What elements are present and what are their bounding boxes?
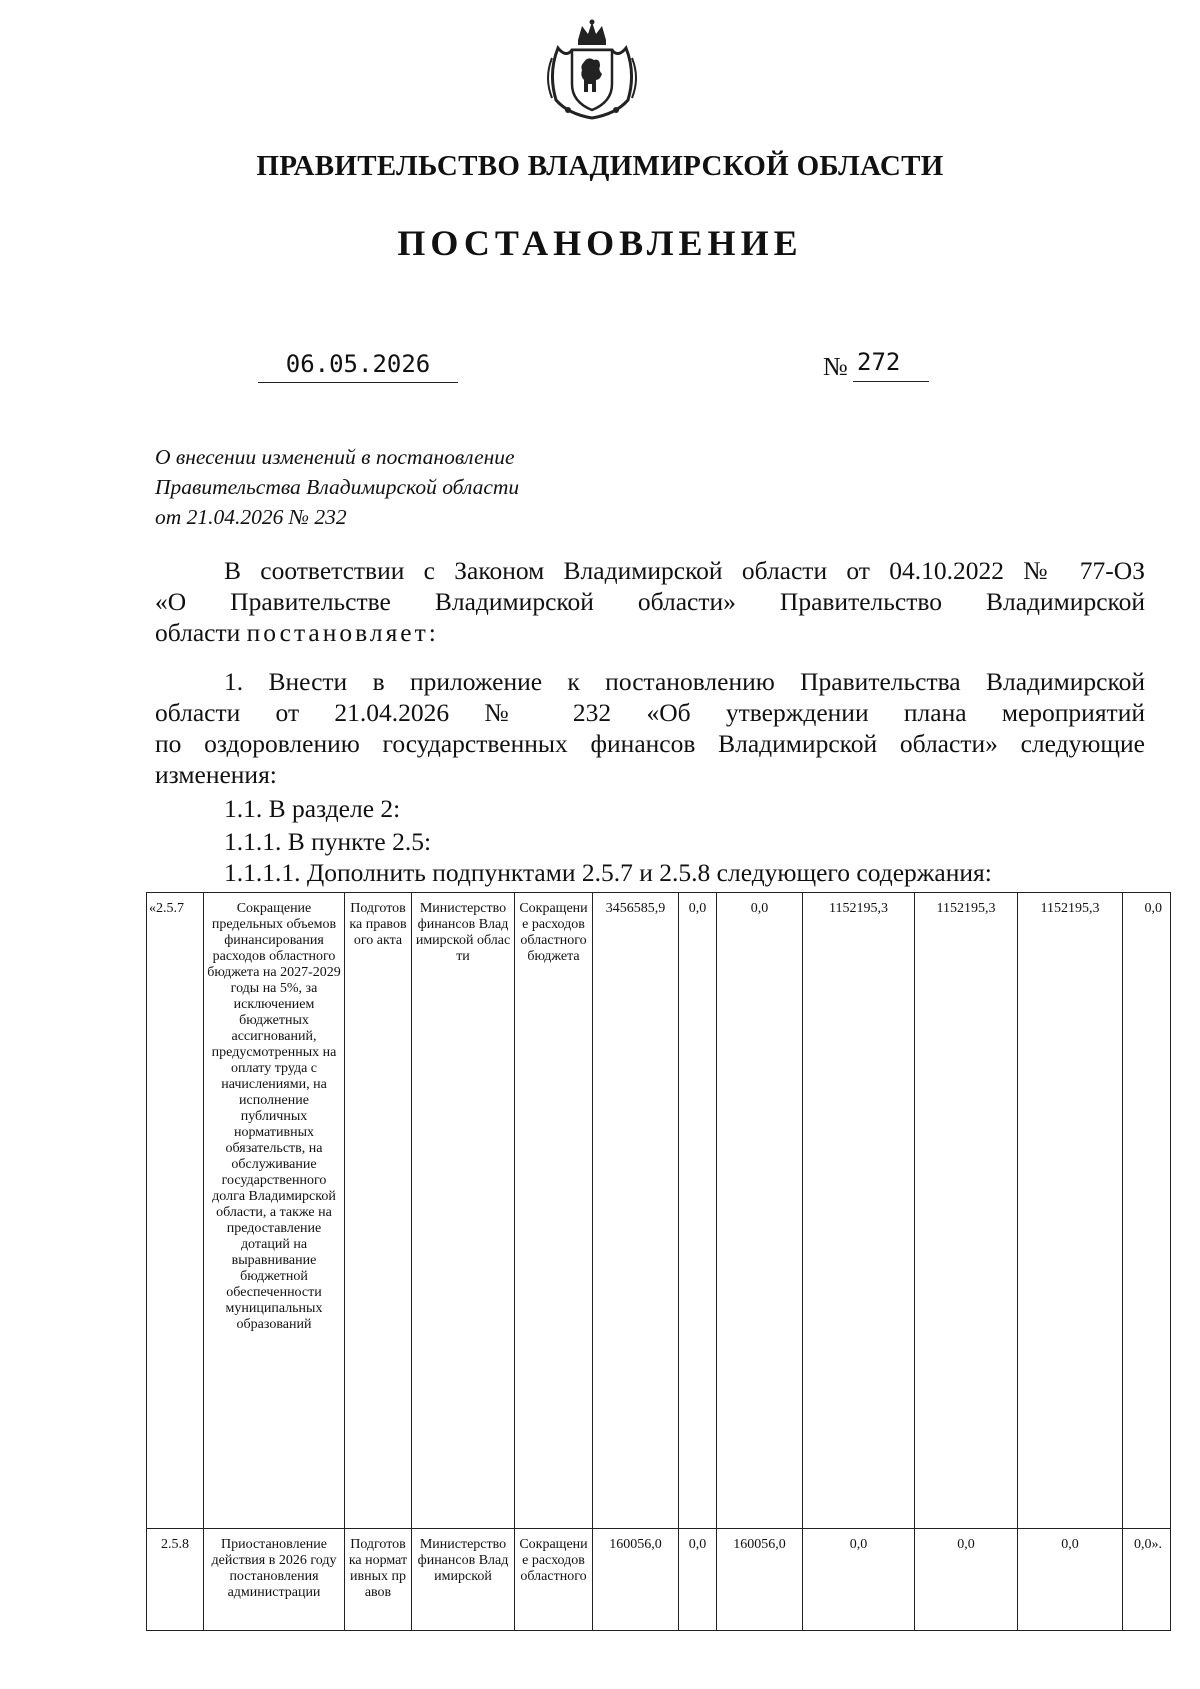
cell-number: 2.5.8 <box>147 1529 204 1631</box>
cell-value: 1152195,3 <box>803 893 915 1529</box>
document-date: 06.05.2026 <box>285 350 431 378</box>
document-subject <box>155 442 519 532</box>
paragraph-text: В соответствии с Законом Владимирской области от 04.10.2022 № 77-ОЗ <box>224 556 1145 585</box>
cell-total: 160056,0 <box>593 1529 679 1631</box>
paragraph-line: «О Правительстве Владимирской области» Правительство Владимирской <box>155 587 1145 616</box>
cell-number: «2.5.7 <box>147 893 204 1529</box>
paragraph-line: по оздоровлению государственных финансов Владимирской области» следующие <box>155 729 1145 758</box>
paragraph-line <box>155 618 1145 648</box>
document-type-title: ПОСТАНОВЛЕНИЕ <box>397 223 803 263</box>
paragraph-line: изменения: <box>155 760 277 789</box>
cell-form: Подготовка нормативных правов <box>345 1529 412 1631</box>
cell-value: 1152195,3 <box>1018 893 1123 1529</box>
cell-value: 0,0 <box>1123 893 1171 1529</box>
subject-line: О внесении изменений в постановление <box>155 445 515 469</box>
subsection-line: 1.1.1. В пункте 2.5: <box>224 827 432 856</box>
cell-value: 0,0 <box>679 1529 717 1631</box>
cell-result: Сокращение расходов областного бюджета <box>515 893 593 1529</box>
number-label: № <box>823 352 848 381</box>
paragraph-text: области <box>155 618 247 647</box>
cell-result: Сокращение расходов областного <box>515 1529 593 1631</box>
date-underline <box>258 382 458 383</box>
cell-value: 160056,0 <box>717 1529 803 1631</box>
table-row <box>147 1529 1171 1631</box>
organization-title: ПРАВИТЕЛЬСТВО ВЛАДИМИРСКОЙ ОБЛАСТИ <box>256 150 944 182</box>
cell-value: 0,0 <box>679 893 717 1529</box>
paragraph-line: области от 21.04.2026 № 232 «Об утверждении плана мероприятий <box>155 698 1145 727</box>
document-number: 272 <box>857 348 901 376</box>
cell-value: 0,0 <box>803 1529 915 1631</box>
cell-total: 3456585,9 <box>593 893 679 1529</box>
paragraph-line <box>155 556 1145 586</box>
resolves-word: постановляет: <box>246 618 439 647</box>
coat-of-arms-emblem <box>538 18 646 122</box>
subject-line: от 21.04.2026 № 232 <box>155 505 347 529</box>
cell-value: 0,0 <box>1018 1529 1123 1631</box>
measures-table <box>146 892 1171 1631</box>
subsection-line: 1.1.1.1. Дополнить подпунктами 2.5.7 и 2.5.8 следующего содержания: <box>224 858 992 887</box>
subsection-line: 1.1. В разделе 2: <box>224 794 401 823</box>
cell-value: 1152195,3 <box>915 893 1018 1529</box>
cell-form: Подготовка правового акта <box>345 893 412 1529</box>
number-underline <box>853 381 929 382</box>
cell-responsible: Министерство финансов Владимирской <box>412 1529 515 1631</box>
cell-value: 0,0 <box>915 1529 1018 1631</box>
table-row <box>147 893 1171 1529</box>
paragraph-line <box>155 667 1145 697</box>
cell-measure: Приостановление действия в 2026 году постановления администрации <box>204 1529 345 1631</box>
cell-value: 0,0». <box>1123 1529 1171 1631</box>
subject-line: Правительства Владимирской области <box>155 475 520 499</box>
cell-responsible: Министерство финансов Владимирской области <box>412 893 515 1529</box>
paragraph-text: 1. Внести в приложение к постановлению Правительства Владимирской <box>224 667 1145 696</box>
cell-measure: Сокращение предельных объемов финансирования расходов областного бюджета на 2027-2029 годы на 5%, за исключением бюджетных ассигнований, предусмотренных на оплату труда с начислениями, на исполнение публичных нормативных обязательств, на обслуживание государственного долга Владимирской области, а также на предоставление дотаций на выравнивание бюджетной обеспеченности муниципальных образований <box>204 893 345 1529</box>
cell-value: 0,0 <box>717 893 803 1529</box>
